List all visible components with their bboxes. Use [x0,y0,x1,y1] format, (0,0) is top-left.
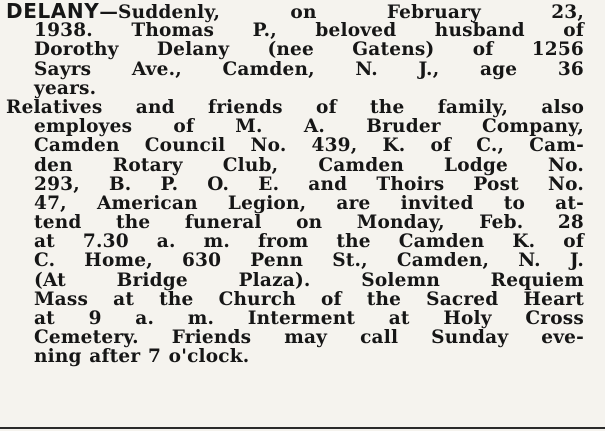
notice-line-1 [6,2,584,21]
notice-line-8: Camden Council No. 439, K. of C., Cam- [34,135,584,157]
notice-line-16: Mass at the Church of the Sacred Heart [34,288,584,310]
notice-line-3: Dorothy Delany (nee Gatens) of 1256 [34,39,584,61]
notice-line-9: den Rotary Club, Camden Lodge No. [34,154,584,176]
notice-line-17: at 9 a. m. Interment at Holy Cross [34,308,584,329]
notice-line-10: 293, B. P. O. E. and Thoirs Post No. [34,173,584,195]
notice-line-13: at 7.30 a. m. from the Camden K. of [34,231,584,253]
notice-line-7: employes of M. A. Bruder Company, [34,116,584,138]
notice-line-1-text: —Suddenly, on February 23, [99,2,584,23]
deceased-name: DELANY [6,0,100,23]
notice-line-2: 1938. Thomas P., beloved husband of [34,20,584,42]
notice-line-4: Sayrs Ave., Camden, N. J., age 36 [34,58,584,80]
column-rule [0,427,605,429]
notice-line-6: Relatives and friends of the family, also [6,96,584,118]
notice-line-14: C. Home, 630 Penn St., Camden, N. J. [34,250,584,272]
notice-line-18: Cemetery. Friends may call Sunday eve- [34,327,584,349]
notice-line-19: ning after 7 o'clock. [34,346,250,368]
notice-line-5: years. [34,77,97,99]
notice-line-15: (At Bridge Plaza). Solemn Requiem [34,269,584,291]
obituary-notice [6,2,584,367]
notice-line-11: 47, American Legion, are invited to at- [34,192,584,214]
notice-line-12: tend the funeral on Monday, Feb. 28 [34,212,584,234]
